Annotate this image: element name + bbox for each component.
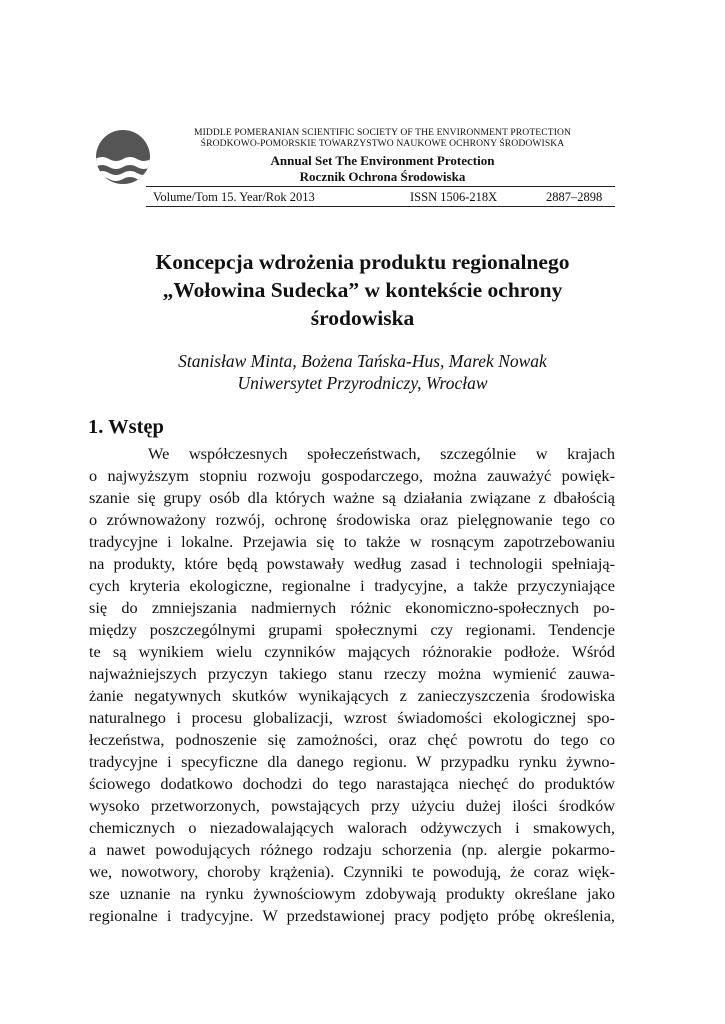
society-name-en: MIDDLE POMERANIAN SCIENTIFIC SOCIETY OF THE ENVIRONMENT PROTECTION: [193, 127, 572, 138]
body-line: żanie negatywnych skutków wynikających z zanieczyszczenia środowiska: [89, 686, 615, 705]
body-line: chemicznych o niezadowalających walorach odżywczych i smakowych,: [89, 818, 615, 837]
body-line: szanie się grupy osób dla których ważne są działania związane z dbałością: [89, 488, 615, 507]
body-line: między poszczególnymi grupami społecznymi czy regionami. Tendencje: [89, 620, 615, 639]
body-line: naturalnego i procesu globalizacji, wzrost świadomości ekologicznej spo-: [89, 708, 615, 727]
body-line: łeczeństwa, podnoszenie się zamożności, oraz chęć powrotu do tego co: [89, 730, 615, 749]
issn-info: ISSN 1506-218X: [410, 190, 498, 204]
article-title-line: Koncepcja wdrożenia produktu regionalnego: [155, 250, 570, 274]
body-line: cych kryteria ekologiczne, regionalne i tradycyjne, a także przyczyniające: [89, 576, 615, 595]
body-line: We współczesnych społeczeństwach, szczególnie w krajach: [148, 444, 615, 463]
page-range: 2887–2898: [546, 190, 603, 204]
author-affiliation: Uniwersytet Przyrodniczy, Wrocław: [237, 373, 488, 393]
society-emblem-icon: [95, 129, 151, 185]
volume-info: Volume/Tom 15. Year/Rok 2013: [153, 190, 315, 204]
body-line: najważniejszych przyczyn takiego stanu rzeczy można wymienić zauwa-: [89, 664, 615, 683]
body-line: sze uznanie na rynku żywnościowym zdobywają produkty określane jako: [89, 884, 615, 903]
body-line: o zrównoważony rozwój, ochronę środowiska oraz pielęgnowanie tego co: [89, 510, 615, 529]
society-name-pl: ŚRODKOWO-POMORSKIE TOWARZYSTWO NAUKOWE OCHRONY ŚRODOWISKA: [200, 138, 565, 149]
header-divider-bottom: [146, 206, 615, 207]
header-divider-top: [146, 186, 615, 187]
body-line: we, nowotwory, choroby krążenia). Czynniki te powodują, że coraz więk-: [89, 862, 615, 881]
journal-title-en: Annual Set The Environment Protection: [270, 153, 495, 168]
body-line: tradycyjne i specyficzne dla danego regionu. W przypadku rynku żywno-: [89, 752, 615, 771]
body-line: te są wynikiem wielu czynników mających różnorakie podłoże. Wśród: [89, 642, 615, 661]
body-line: a nawet powodujących różnego rodzaju schorzenia (np. alergie pokarmo-: [89, 840, 615, 859]
body-line: tradycyjne i lokalne. Przejawia się to także w rosnącym zapotrzebowaniu: [89, 532, 615, 551]
article-title-line: środowiska: [310, 306, 415, 330]
body-line: o najwyższym stopniu rozwoju gospodarczego, można zauważyć powięk-: [89, 466, 615, 485]
body-line: regionalne i tradycyjne. W przedstawionej pracy podjęto próbę określenia,: [89, 906, 615, 925]
body-line: ściowego dodatkowo dochodzi do tego narastająca niechęć do produktów: [89, 774, 615, 793]
body-line: się do zmniejszania nadmiernych różnic ekonomiczno-społecznych po-: [89, 598, 615, 617]
body-line: wysoko przetworzonych, powstających przy użyciu dużej ilości środków: [89, 796, 615, 815]
article-authors: Stanisław Minta, Bożena Tańska-Hus, Marek Nowak: [178, 351, 547, 371]
body-line: na produkty, które będą powstawały według zasad i technologii spełniają-: [89, 554, 615, 573]
article-title-line: „Wołowina Sudecka” w kontekście ochrony: [162, 278, 563, 302]
journal-title-pl: Rocznik Ochrona Środowiska: [299, 169, 466, 184]
section-heading: 1. Wstęp: [88, 416, 164, 438]
